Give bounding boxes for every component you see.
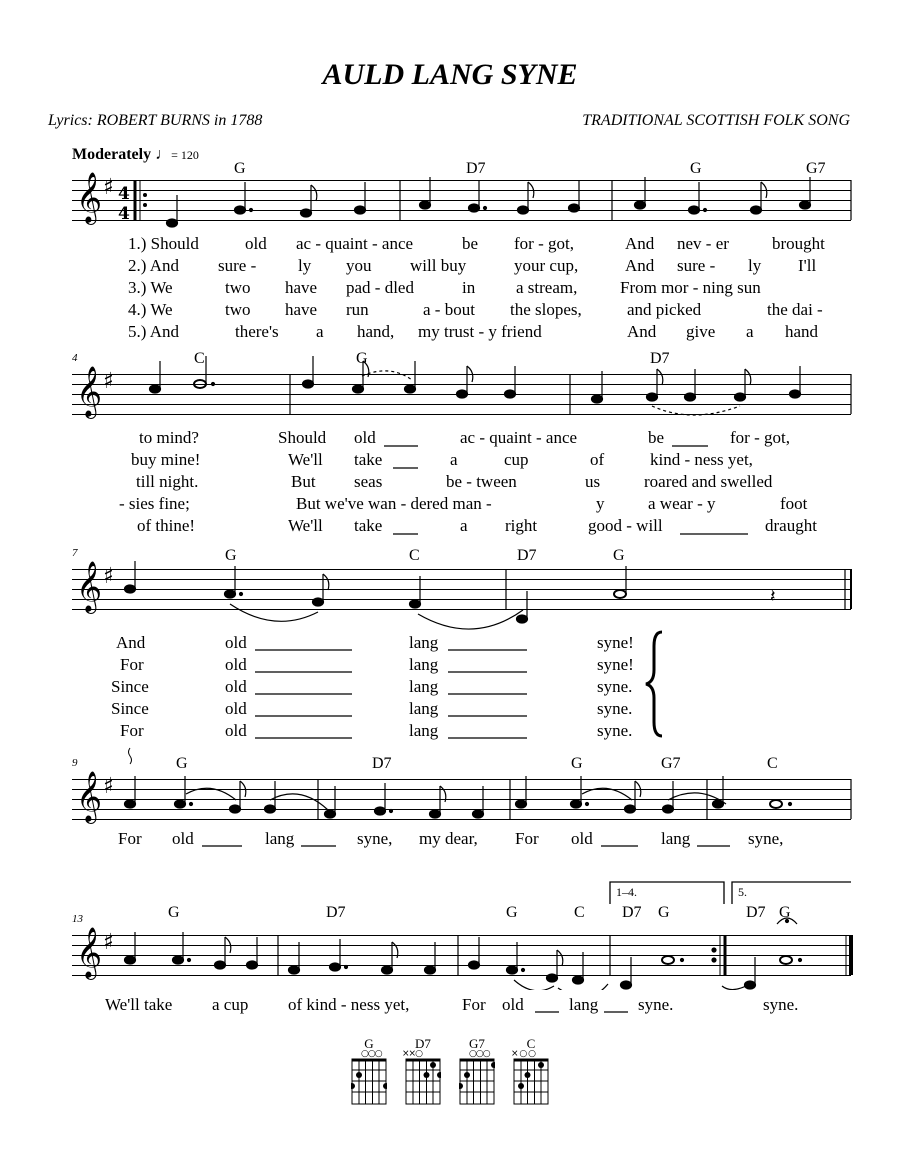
- lyric-v1: Should: [278, 428, 327, 447]
- lyric-v3: have: [285, 278, 318, 297]
- lyric-v1: old: [172, 829, 194, 848]
- lyric-v2: sure -: [218, 256, 257, 275]
- lyric-v1: syne,: [748, 829, 784, 848]
- tempo-text: Moderately: [72, 146, 152, 163]
- music-credit: TRADITIONAL SCOTTISH FOLK SONG: [582, 112, 850, 129]
- open-mute-strings: ××○: [402, 1049, 422, 1059]
- lyric-v5: there's: [235, 322, 279, 341]
- lyric-v3: syne.: [597, 677, 633, 696]
- lyric-v3: a stream,: [516, 278, 578, 297]
- lyric-v1: my dear,: [419, 829, 478, 848]
- lyric-v1: For: [462, 995, 486, 1014]
- lyric-v2: ly: [748, 256, 762, 275]
- lyric-v4: the dai -: [767, 300, 823, 319]
- lyric-v2: you: [346, 256, 372, 275]
- chord-symbol: D7: [622, 904, 642, 921]
- lyric-v4: lang: [409, 699, 439, 718]
- lyric-v3: From mor - ning sun: [620, 278, 761, 297]
- volta-second-label: 5.: [738, 885, 747, 899]
- lyric-v5: For: [120, 721, 144, 740]
- lyric-v3: be - tween: [446, 472, 517, 491]
- chord-symbol: G: [225, 547, 237, 564]
- lyric-v4: have: [285, 300, 318, 319]
- lyric-v4: But we've wan - dered man -: [296, 494, 492, 513]
- chord-symbol: G: [779, 904, 791, 921]
- chord-symbol: G: [176, 755, 188, 772]
- lyric-v3: seas: [354, 472, 383, 491]
- lyric-v1: old: [571, 829, 593, 848]
- lyric-v1: nev - er: [677, 234, 729, 253]
- chord-diagram-name: C: [526, 1036, 536, 1051]
- lyric-v3: 3.) We: [128, 278, 173, 297]
- lyric-v3: But: [291, 472, 316, 491]
- lyric-v5: old: [225, 721, 247, 740]
- lyric-v1: be: [648, 428, 665, 447]
- lyric-v4: run: [346, 300, 369, 319]
- lyric-v3: lang: [409, 677, 439, 696]
- chord-symbol: G7: [806, 160, 826, 177]
- chord-diagram-g7: [459, 1036, 495, 1106]
- lyric-v1: for - got,: [730, 428, 790, 447]
- chord-symbol: D7: [746, 904, 766, 921]
- lyric-v1: old: [225, 633, 247, 652]
- measure-number: 13: [72, 913, 83, 925]
- lyric-v5: 5.) And: [128, 322, 179, 341]
- lyric-v2: I'll: [798, 256, 817, 275]
- lyric-v5: We'll: [288, 516, 323, 535]
- lyric-v1: ac - quaint - ance: [296, 234, 414, 253]
- treble-clef-icon: 𝄞: [76, 172, 103, 223]
- fretboard-grid: [405, 1058, 441, 1106]
- lyric-v2: take: [354, 450, 383, 469]
- treble-clef-icon: 𝄞: [76, 927, 103, 978]
- chord-diagram-d7: [402, 1036, 441, 1106]
- lyric-v4: old: [225, 699, 247, 718]
- lyric-v1: For: [118, 829, 142, 848]
- chord-symbol: G: [613, 547, 625, 564]
- song-title: AULD LANG SYNE: [322, 58, 578, 91]
- lyric-v2: kind - ness yet,: [650, 450, 753, 469]
- lyric-v1: We'll take: [105, 995, 173, 1014]
- sharp-icon: ♯: [103, 930, 114, 955]
- lyric-v1: old: [502, 995, 524, 1014]
- lyric-v2: sure -: [677, 256, 716, 275]
- treble-clef-icon: 𝄞: [76, 771, 103, 822]
- quarter-note-icon: ♩: [155, 146, 172, 163]
- lyric-v5: of thine!: [137, 516, 196, 535]
- lyric-v1: for - got,: [514, 234, 574, 253]
- chord-symbol: C: [194, 350, 205, 367]
- lyric-v3: in: [462, 278, 476, 297]
- lyric-v2: old: [225, 655, 247, 674]
- chord-diagram-name: G7: [469, 1036, 485, 1051]
- chord-symbol: G: [168, 904, 180, 921]
- time-sig-bottom: 4: [118, 204, 130, 224]
- sharp-icon: ♯: [103, 774, 114, 799]
- lyric-v1: ac - quaint - ance: [460, 428, 578, 447]
- lyric-v4: - sies fine;: [119, 494, 190, 513]
- lyric-v5: a: [316, 322, 324, 341]
- lyric-v1: a cup: [212, 995, 249, 1014]
- chord-symbol: D7: [517, 547, 537, 564]
- chord-symbol: G: [506, 904, 518, 921]
- volta-first-label: 1–4.: [616, 885, 637, 899]
- chord-diagram-g: [351, 1036, 387, 1106]
- metronome-value: = 120: [171, 148, 199, 162]
- lyric-v3: two: [225, 278, 251, 297]
- chord-symbol: G: [658, 904, 670, 921]
- lyric-v1: lang: [265, 829, 295, 848]
- chord-diagram-c: [511, 1036, 549, 1106]
- chord-symbol: G: [234, 160, 246, 177]
- lyric-v2: will buy: [410, 256, 467, 275]
- lyric-v4: two: [225, 300, 251, 319]
- open-mute-strings: ○○○: [469, 1049, 490, 1059]
- lyric-v1: syne.: [763, 995, 799, 1014]
- chord-symbol: C: [409, 547, 420, 564]
- lyric-v5: good - will: [588, 516, 663, 535]
- lyric-v4: 4.) We: [128, 300, 173, 319]
- fretboard-grid: [459, 1058, 495, 1106]
- lyric-v4: Since: [111, 699, 149, 718]
- lyric-v2: We'll: [288, 450, 323, 469]
- chord-symbol: G7: [661, 755, 681, 772]
- lyric-v2: of: [590, 450, 605, 469]
- lyric-v1: lang: [569, 995, 599, 1014]
- chord-diagram-name: G: [364, 1036, 374, 1051]
- lyric-v2: ly: [298, 256, 312, 275]
- lyric-v1: be: [462, 234, 479, 253]
- lyric-v1: old: [354, 428, 376, 447]
- lyric-v4: a wear - y: [648, 494, 716, 513]
- lyric-v5: take: [354, 516, 383, 535]
- lyric-v5: give: [686, 322, 716, 341]
- lyric-v4: a - bout: [423, 300, 475, 319]
- lyric-v1: brought: [772, 234, 825, 253]
- chord-diagram-name: D7: [415, 1036, 431, 1051]
- chord-symbol: C: [767, 755, 778, 772]
- lyric-v1: 1.) Should: [128, 234, 199, 253]
- lyric-v1: to mind?: [139, 428, 199, 447]
- lyric-v1: syne.: [638, 995, 674, 1014]
- lyric-v1: And: [625, 234, 655, 253]
- lyric-v5: syne.: [597, 721, 633, 740]
- lyric-v2: syne!: [597, 655, 634, 674]
- lyric-v5: lang: [409, 721, 439, 740]
- time-sig-top: 4: [118, 184, 130, 204]
- lyric-v2: buy mine!: [131, 450, 201, 469]
- chord-symbol: D7: [650, 350, 670, 367]
- chord-symbol: G: [571, 755, 583, 772]
- lyric-v3: Since: [111, 677, 149, 696]
- lyric-v2: cup: [504, 450, 529, 469]
- chord-symbol: G: [690, 160, 702, 177]
- lyric-v4: syne.: [597, 699, 633, 718]
- lyric-v5: a: [746, 322, 754, 341]
- lyric-v1: of kind - ness yet,: [288, 995, 410, 1014]
- sharp-icon: ♯: [103, 175, 114, 200]
- lyric-v2: 2.) And: [128, 256, 179, 275]
- lyric-v5: right: [505, 516, 538, 535]
- measure-number: 9: [72, 757, 78, 769]
- chord-symbol: D7: [326, 904, 346, 921]
- lyric-v2: And: [625, 256, 655, 275]
- sharp-icon: ♯: [103, 369, 114, 394]
- lyric-v2: lang: [409, 655, 439, 674]
- lyric-v5: my trust - y friend: [418, 322, 542, 341]
- open-mute-strings: ○○○: [361, 1049, 382, 1059]
- lyric-v5: hand,: [357, 322, 395, 341]
- chord-symbol: C: [574, 904, 585, 921]
- fretboard-grid: [513, 1058, 549, 1106]
- lyric-v1: syne!: [597, 633, 634, 652]
- lyric-v3: till night.: [136, 472, 199, 491]
- chord-symbol: G: [356, 350, 368, 367]
- rest-icon: 𝄽: [770, 586, 776, 607]
- lyric-v3: old: [225, 677, 247, 696]
- lyric-v5: draught: [765, 516, 817, 535]
- lyric-v1: And: [116, 633, 146, 652]
- lyric-v5: And: [627, 322, 657, 341]
- lyric-v1: lang: [409, 633, 439, 652]
- treble-clef-icon: 𝄞: [76, 561, 103, 612]
- measure-number: 4: [72, 352, 78, 364]
- sharp-icon: ♯: [103, 564, 114, 589]
- lyric-v3: pad - dled: [346, 278, 414, 297]
- lyric-v3: roared and swelled: [644, 472, 773, 491]
- fretboard-grid: [351, 1058, 387, 1106]
- lyric-v5: hand: [785, 322, 819, 341]
- lyric-v5: a: [460, 516, 468, 535]
- chord-symbol: D7: [372, 755, 392, 772]
- lyric-v1: old: [245, 234, 267, 253]
- lyric-v4: and picked: [627, 300, 702, 319]
- lyric-v1: For: [515, 829, 539, 848]
- lyric-v4: y: [596, 494, 605, 513]
- treble-clef-icon: 𝄞: [76, 366, 103, 417]
- lyric-v2: For: [120, 655, 144, 674]
- lyric-v3: us: [585, 472, 601, 491]
- lyric-v1: lang: [661, 829, 691, 848]
- lyric-v2: a: [450, 450, 458, 469]
- lyric-v1: syne,: [357, 829, 393, 848]
- measure-number: 7: [72, 547, 78, 559]
- lyric-v2: your cup,: [514, 256, 579, 275]
- chord-symbol: D7: [466, 160, 486, 177]
- open-mute-strings: × ○ ○: [511, 1049, 535, 1059]
- lyrics-credit: Lyrics: ROBERT BURNS in 1788: [48, 112, 263, 129]
- lyric-v4: foot: [780, 494, 808, 513]
- lyric-v4: the slopes,: [510, 300, 582, 319]
